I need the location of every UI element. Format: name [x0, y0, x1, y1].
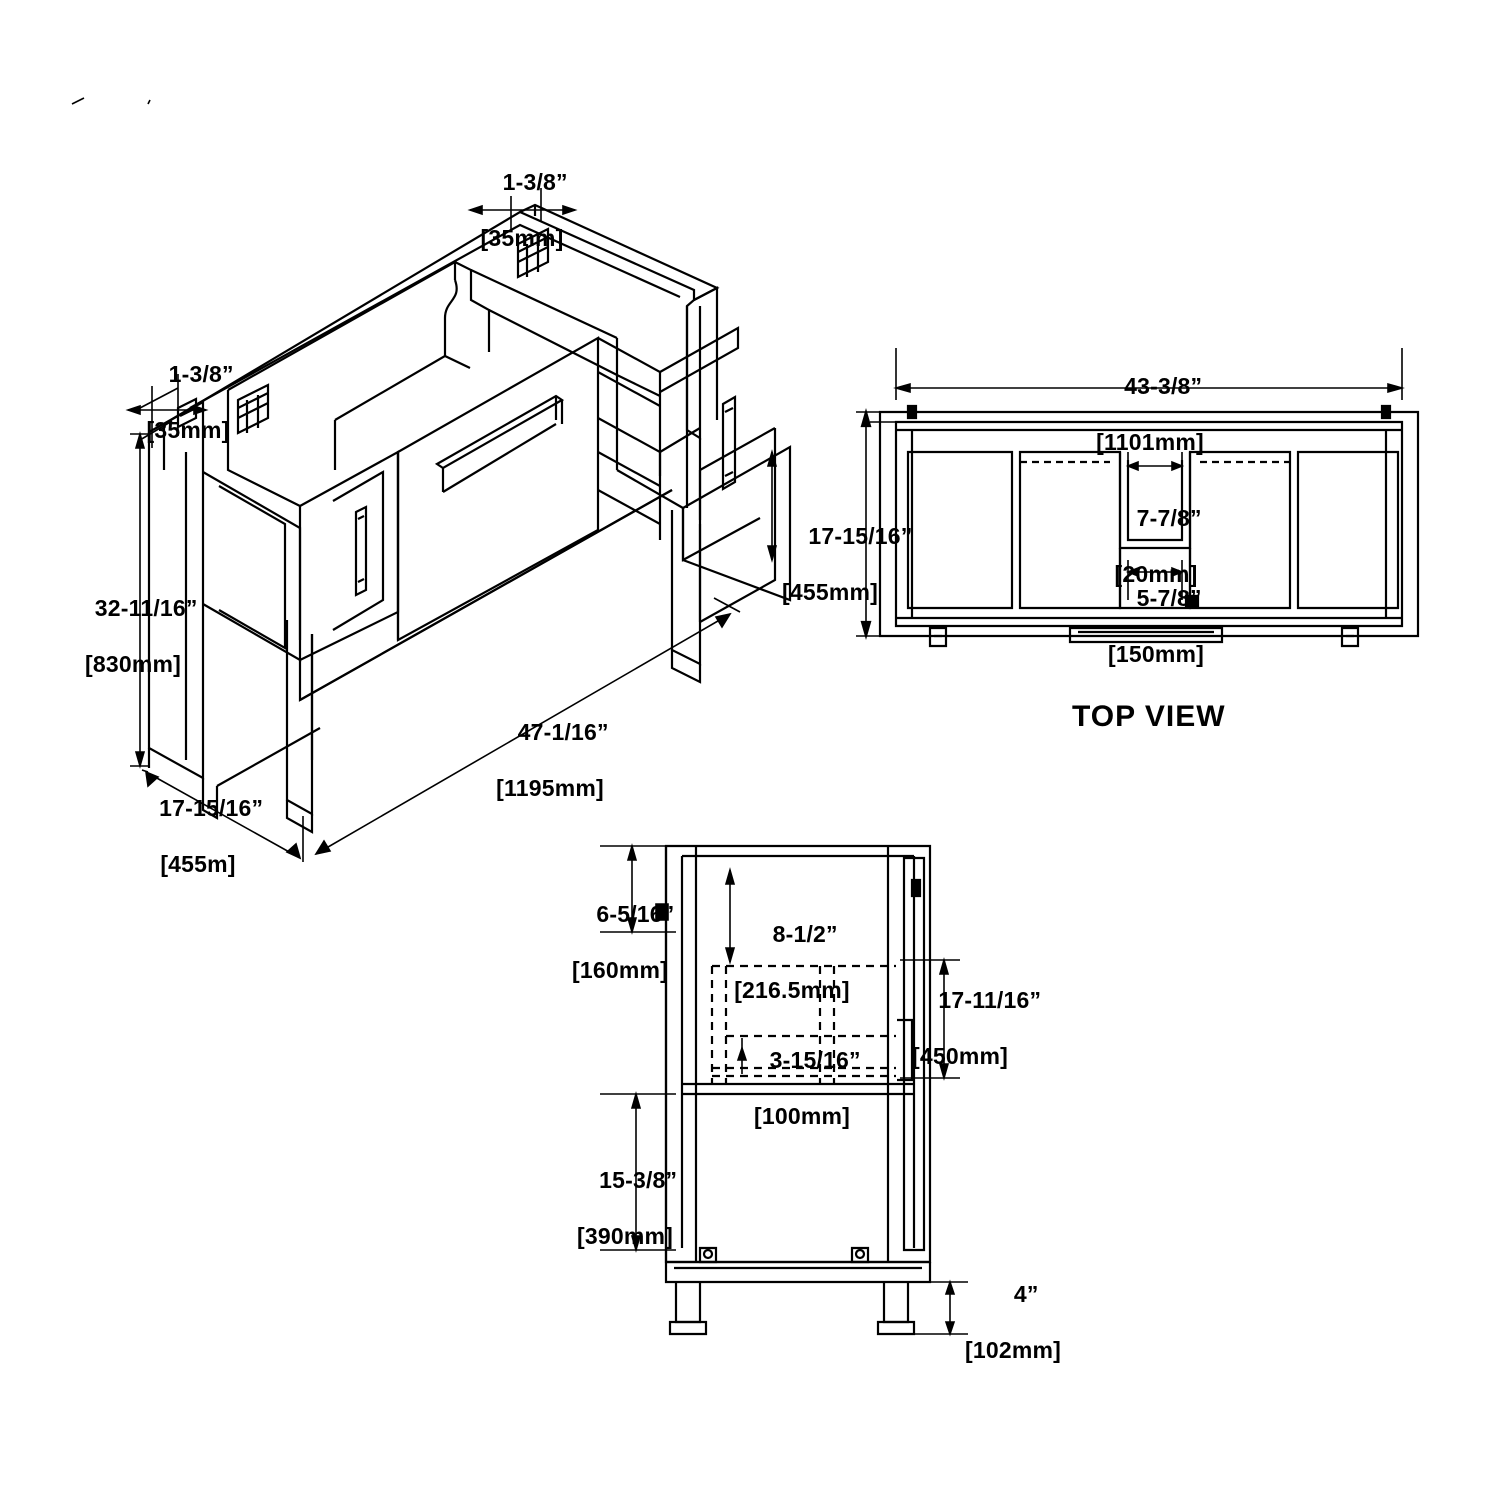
dim-iso-depth-right: 17-15/16” [455mm] [782, 523, 913, 606]
dim-side-top-height: 6-5/16” [160mm] [572, 901, 675, 984]
dim-iso-depth-left: 17-15/16” [455m] [159, 795, 264, 878]
dim-top-inner-lower: 5-7/8” [150mm] [1108, 585, 1204, 668]
dim-side-foot-height: 4” [102mm] [965, 1281, 1061, 1364]
dim-iso-width: 47-1/16” [1195mm] [496, 719, 609, 802]
top-view-label: TOP VIEW [1072, 700, 1226, 733]
dim-side-depth: 17-11/16” [450mm] [912, 987, 1042, 1070]
dim-iso-top-thickness: 1-3/8” [35mm] [480, 169, 568, 252]
dim-iso-left-thickness: 1-3/8” [35mm] [146, 361, 234, 444]
dim-side-drawer-width: 8-1/2” [216.5mm] [734, 921, 850, 1004]
registration-marks [72, 98, 150, 104]
dim-side-lower-height: 15-3/8” [390mm] [577, 1167, 678, 1250]
dim-top-inner-upper: 7-7/8” [20mm] [1114, 505, 1202, 588]
dim-side-inner: 3-15/16” [100mm] [754, 1047, 861, 1130]
dim-iso-height: 32-11/16” [830mm] [85, 595, 198, 678]
dim-top-width: 43-3/8” [1101mm] [1096, 373, 1204, 456]
